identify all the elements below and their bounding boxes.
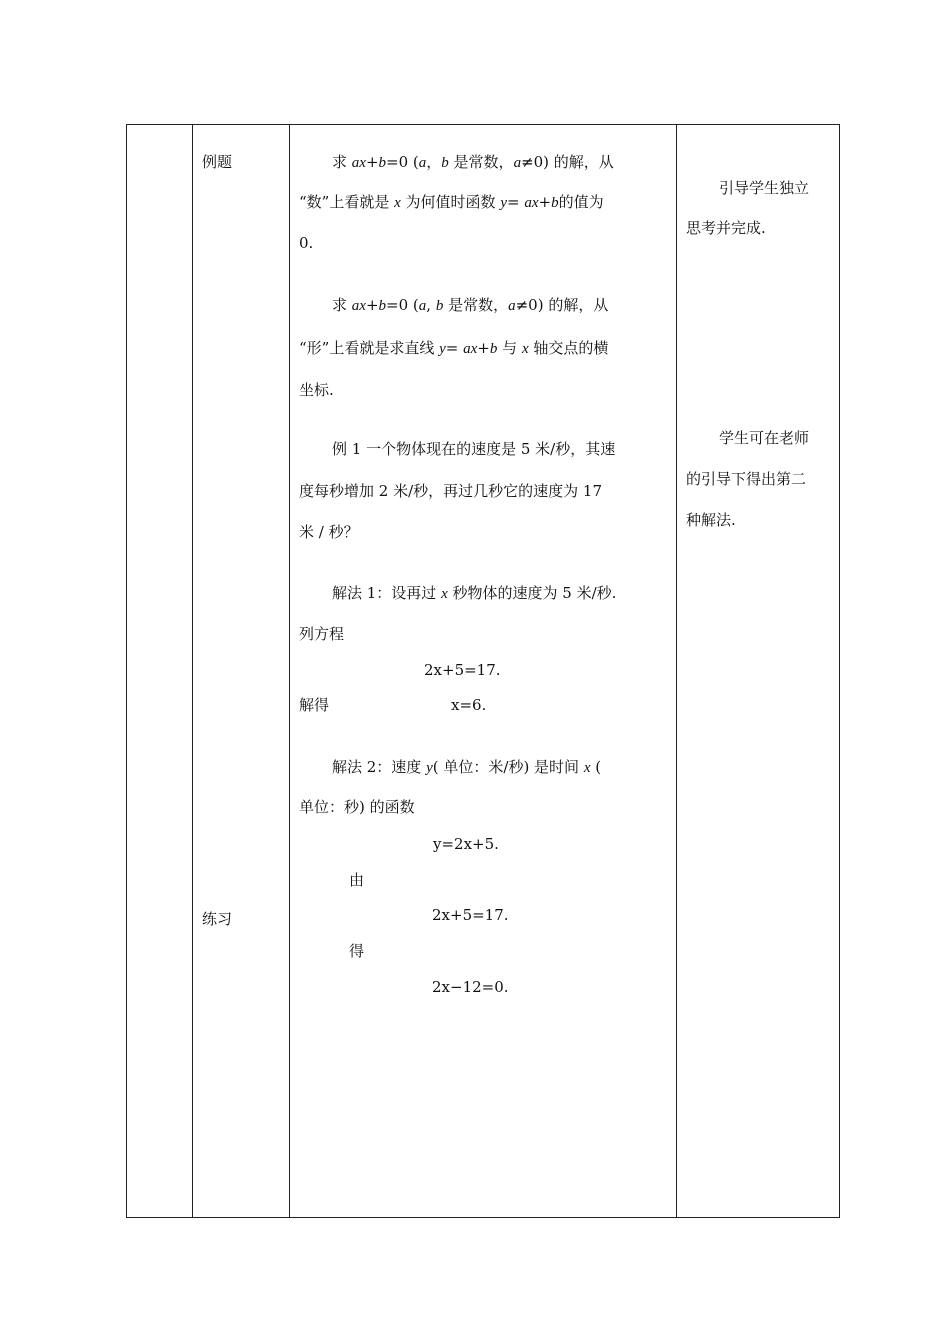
column-divider [676, 125, 677, 1217]
text: 求 [332, 153, 352, 171]
text: 为何值时函数 [400, 193, 501, 211]
paragraph-line: “形”上看就是求直线 y= ax+b 与 x 轴交点的横 [299, 339, 609, 357]
paragraph-line: 0. [299, 234, 314, 252]
text: 解法 2：速度 [332, 758, 427, 776]
example-line: 米 / 秒？ [299, 523, 359, 541]
teaching-hint: 引导学生独立 [719, 179, 810, 197]
practice-label: 练习 [202, 910, 233, 928]
text: 求 [332, 296, 352, 314]
column-divider [289, 125, 290, 1217]
text: 的值为 [558, 193, 604, 211]
teaching-hint: 的引导下得出第二 [686, 470, 807, 488]
paragraph-line: 求 ax+b=0 (a，b 是常数，a≠0) 的解，从 [332, 153, 614, 171]
equation: 2x−12=0. [432, 978, 509, 996]
paragraph-line: 求 ax+b=0 (a, b 是常数，a≠0) 的解，从 [332, 296, 609, 314]
solution-label: 由 [349, 871, 365, 889]
solution-line: 单位：秒) 的函数 [299, 798, 415, 816]
example-label: 例题 [202, 153, 233, 171]
solution-line: 列方程 [299, 625, 345, 643]
text: ( [590, 758, 602, 776]
text: 轴交点的横 [528, 339, 609, 357]
text: ( 单位：米/秒) 是时间 [432, 758, 584, 776]
text: 与 [502, 339, 522, 357]
text: 的解，从 [553, 153, 614, 171]
solution-label: 解得 [299, 696, 330, 714]
example-line: 例 1 一个物体现在的速度是 5 米/秒，其速 [332, 440, 616, 458]
paragraph-line: “数”上看就是 x 为何值时函数 y= ax+b的值为 [299, 193, 604, 211]
example-line: 度每秒增加 2 米/秒，再过几秒它的速度为 17 [299, 482, 602, 500]
equation: x=6. [451, 696, 487, 714]
paragraph-line: 坐标. [299, 381, 334, 399]
equation: y=2x+5. [433, 835, 499, 853]
column-divider [192, 125, 193, 1217]
solution-line: 解法 2：速度 y( 单位：米/秒) 是时间 x ( [332, 758, 602, 776]
equation: 2x+5=17. [432, 906, 509, 924]
text: 的解，从 [548, 296, 609, 314]
solution-label: 得 [349, 942, 365, 960]
teaching-hint: 学生可在老师 [719, 429, 810, 447]
text: 解法 1：设再过 [332, 584, 442, 602]
solution-line: 解法 1：设再过 x 秒物体的速度为 5 米/秒. [332, 584, 617, 602]
teaching-hint: 种解法. [686, 511, 736, 529]
equation: 2x+5=17. [424, 661, 501, 679]
teaching-hint: 思考并完成. [686, 219, 766, 237]
text: 秒物体的速度为 5 米/秒. [447, 584, 617, 602]
text: “形”上看就是求直线 [299, 339, 440, 357]
text: “数”上看就是 [299, 193, 395, 211]
